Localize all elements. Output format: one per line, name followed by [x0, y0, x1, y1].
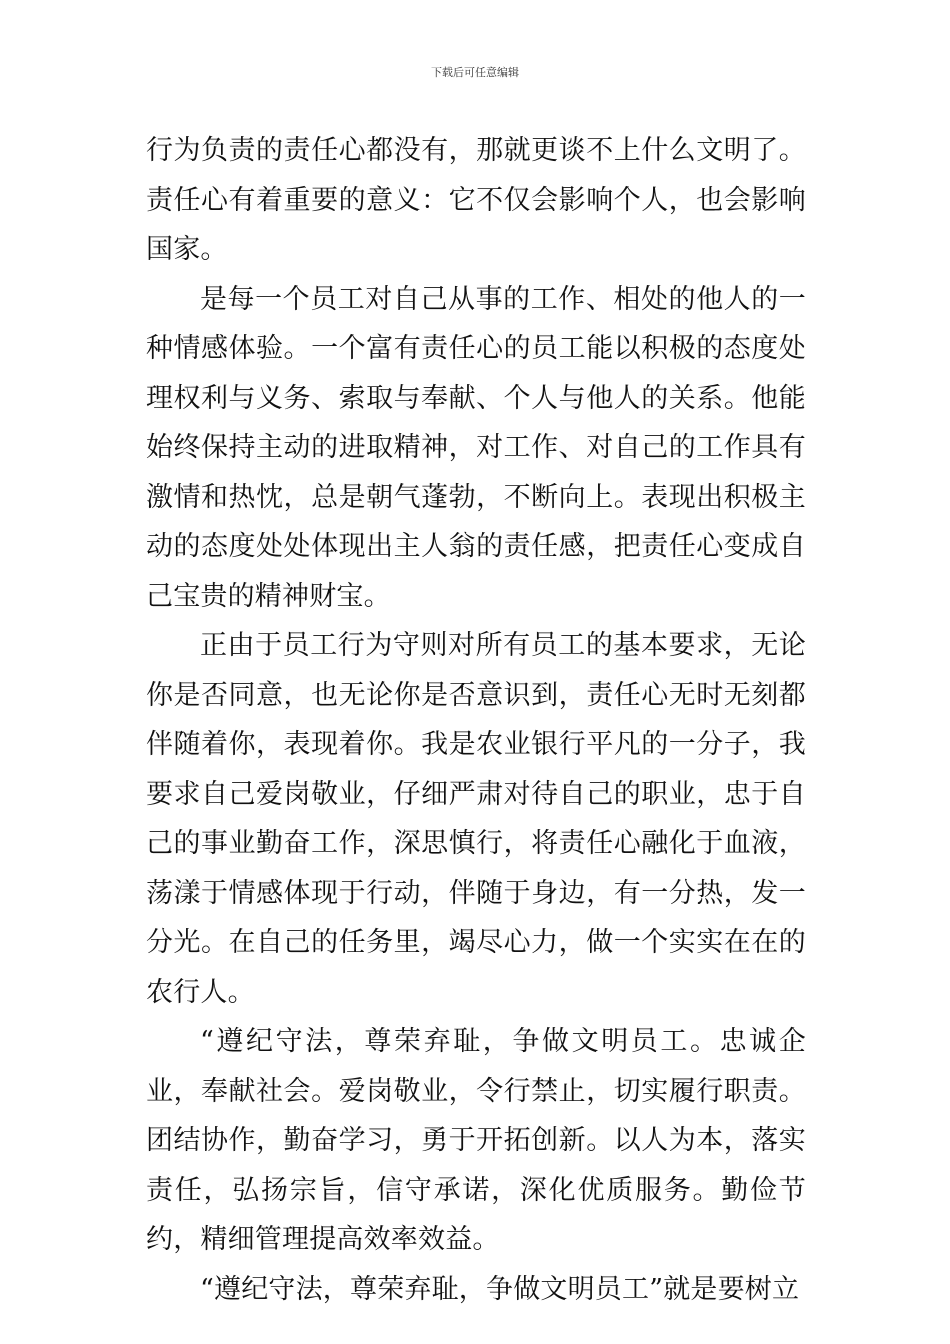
- paragraph-3: 正由于员工行为守则对所有员工的基本要求，无论你是否同意，也无论你是否意识到，责任心无时无刻都伴随着你，表现着你。我是农业银行平凡的一分子，我要求自己爱岗敬业，仔细严肃对待自己的职业，忠于自己的事业勤奋工作，深思慎行，将责任心融化于血液，荡漾于情感体现于行动，伴随于身边，有一分热，发一分光。在自己的任务里，竭尽心力，做一个实实在在的农行人。: [146, 630, 806, 1008]
- paragraph-2: 是每一个员工对自己从事的工作、相处的他人的一种情感体验。一个富有责任心的员工能以积极的态度处理权利与义务、索取与奉献、个人与他人的关系。他能始终保持主动的进取精神，对工作、对自己的工作具有激情和热忱，总是朝气蓬勃，不断向上。表现出积极主动的态度处处体现出主人翁的责任感，把责任心变成自己宝贵的精神财宝。: [146, 283, 806, 612]
- paragraph-4: “遵纪守法，尊荣弃耻，争做文明员工。忠诚企业，奉献社会。爱岗敬业，令行禁止，切实履行职责。团结协作，勤奋学习，勇于开拓创新。以人为本，落实责任，弘扬宗旨，信守承诺，深化优质服务。勤俭节约，精细管理提高效率效益。: [146, 1026, 806, 1255]
- document-body: [146, 126, 806, 1314]
- paragraph-1: 行为负责的责任心都没有，那就更谈不上什么文明了。责任心有着重要的意义：它不仅会影响个人，也会影响国家。: [146, 135, 806, 265]
- page-header: 下载后可任意编辑: [431, 66, 519, 79]
- paragraph-5: “遵纪守法，尊荣弃耻，争做文明员工”就是要树立: [200, 1273, 800, 1305]
